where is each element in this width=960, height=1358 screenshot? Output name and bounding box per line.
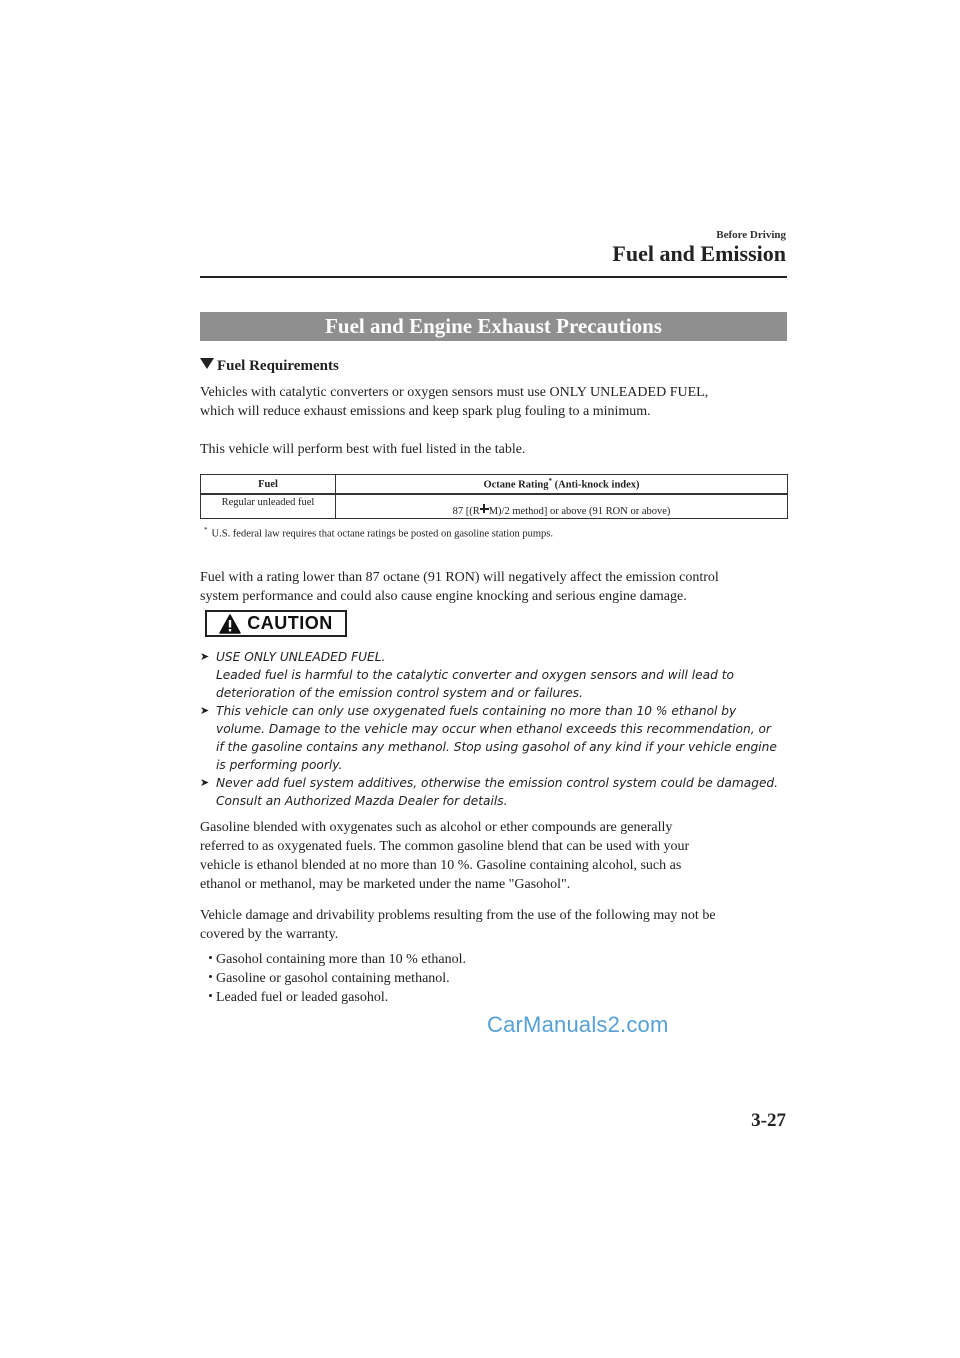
warning-triangle-icon <box>219 614 241 634</box>
list-item-text: Gasohol containing more than 10 % ethanol. <box>216 952 466 967</box>
exclusion-list <box>209 950 466 1007</box>
octane-value-end: M)/2 method] or above (91 RON or above) <box>488 506 671 517</box>
octane-header-text: Octane Rating <box>483 479 549 491</box>
dot-bullet-icon <box>209 956 212 959</box>
rating-line: Fuel with a rating lower than 87 octane (91 RON) will negatively affect the emission control <box>200 570 719 585</box>
caution-heading <box>205 610 347 637</box>
list-item <box>209 988 466 1007</box>
table-header-row <box>201 475 788 495</box>
caution-line: volume. Damage to the vehicle may occur when ethanol exceeds this recommendation, or <box>216 722 771 736</box>
gasohol-line: vehicle is ethanol blended at no more than 10 %. Gasoline containing alcohol, such as <box>200 858 682 873</box>
list-item-text: Leaded fuel or leaded gasohol. <box>216 990 389 1005</box>
arrow-bullet-icon: ➤ <box>200 776 210 789</box>
list-item-text: Gasoline or gasohol containing methanol. <box>216 971 450 986</box>
section-title: Fuel and Engine Exhaust Precautions <box>200 312 787 341</box>
intro-line: Vehicles with catalytic converters or oxygen sensors must use ONLY UNLEADED FUEL, <box>200 385 709 400</box>
footnote-mark: * <box>204 526 208 534</box>
rating-line: system performance and could also cause engine knocking and serious engine damage. <box>200 589 687 604</box>
table-intro-paragraph: This vehicle will perform best with fuel listed in the table. <box>200 442 526 457</box>
page-title: Fuel and Emission <box>612 241 786 266</box>
caution-line: Consult an Authorized Mazda Dealer for details. <box>216 794 508 808</box>
caution-line: This vehicle can only use oxygenated fuels containing no more than 10 % ethanol by <box>216 704 737 718</box>
warranty-paragraph <box>200 906 790 944</box>
octane-cell <box>336 494 788 519</box>
caution-line: is performing poorly. <box>216 758 343 772</box>
caution-list <box>200 648 795 810</box>
subsection-heading <box>200 358 339 375</box>
caution-item <box>200 774 795 810</box>
chapter-label: Before Driving <box>716 229 786 241</box>
caution-line: if the gasoline contains any methanol. Stop using gasohol of any kind if your vehicle engine <box>216 740 777 754</box>
caution-label: CAUTION <box>247 613 333 633</box>
arrow-bullet-icon: ➤ <box>200 704 210 717</box>
table-footnote <box>204 526 553 540</box>
caution-line: Never add fuel system additives, otherwise the emission control system could be damaged. <box>216 776 779 790</box>
warranty-line: Vehicle damage and drivability problems resulting from the use of the following may not be <box>200 908 716 923</box>
octane-header-suffix: (Anti-knock index) <box>552 479 640 491</box>
warranty-line: covered by the warranty. <box>200 927 339 942</box>
gasohol-line: Gasoline blended with oxygenates such as alcohol or ether compounds are generally <box>200 820 673 835</box>
caution-line: USE ONLY UNLEADED FUEL. <box>216 650 386 664</box>
dot-bullet-icon <box>209 994 212 997</box>
gasohol-line: referred to as oxygenated fuels. The common gasoline blend that can be used with your <box>200 839 690 854</box>
footnote-text: U.S. federal law requires that octane ratings be posted on gasoline station pumps. <box>211 528 553 540</box>
plus-icon <box>480 504 489 513</box>
octane-column-header <box>336 475 788 495</box>
arrow-bullet-icon: ➤ <box>200 650 210 663</box>
header-divider <box>200 276 787 278</box>
caution-item <box>200 648 795 702</box>
watermark: CarManuals2.com <box>487 1012 669 1037</box>
list-item <box>209 969 466 988</box>
table-row <box>201 494 788 519</box>
triangle-down-icon <box>200 358 214 369</box>
fuel-cell: Regular unleaded fuel <box>201 494 336 519</box>
gasohol-paragraph <box>200 818 790 894</box>
caution-line: deterioration of the emission control system and or failures. <box>216 686 583 700</box>
rating-paragraph <box>200 568 790 606</box>
caution-item <box>200 702 795 774</box>
list-item <box>209 950 466 969</box>
fuel-table <box>200 474 788 519</box>
caution-line: Leaded fuel is harmful to the catalytic converter and oxygen sensors and will lead to <box>216 668 734 682</box>
gasohol-line: ethanol or methanol, may be marketed under the name "Gasohol". <box>200 877 571 892</box>
subsection-title: Fuel Requirements <box>217 358 339 374</box>
fuel-column-header: Fuel <box>201 475 336 495</box>
page-number: 3-27 <box>751 1110 786 1131</box>
dot-bullet-icon <box>209 975 212 978</box>
intro-paragraph <box>200 383 790 421</box>
intro-line: which will reduce exhaust emissions and keep spark plug fouling to a minimum. <box>200 404 651 419</box>
octane-header-mark: * <box>548 477 553 486</box>
octane-value-start: 87 [(R <box>452 506 480 517</box>
